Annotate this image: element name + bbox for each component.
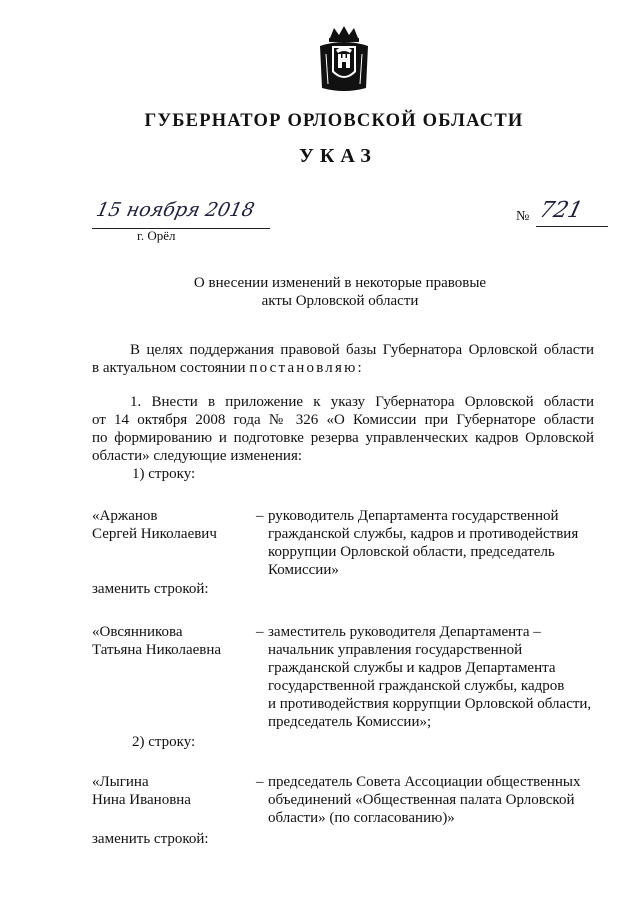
number-label: № xyxy=(516,209,530,224)
document-type-title: УКАЗ xyxy=(299,145,377,167)
handwritten-date: 15 ноября 2018 xyxy=(94,199,257,221)
person-given-names: Нина Ивановна xyxy=(92,792,191,808)
person-surname: «Аржанов xyxy=(92,508,158,524)
replace-with-label: заменить строкой: xyxy=(92,831,209,847)
subject-line: О внесении изменений в некоторые правовые xyxy=(193,275,487,291)
position-line: гражданской службы, кадров и противодействия xyxy=(268,526,579,542)
city-label: г. Орёл xyxy=(137,228,176,243)
person-given-names: Сергей Николаевич xyxy=(92,526,217,542)
position-line: Комиссии» xyxy=(268,562,339,578)
preamble-line: В целях поддержания правовой базы Губернатора Орловской области xyxy=(130,342,594,358)
issuing-authority: ГУБЕРНАТОР ОРЛОВСКОЙ ОБЛАСТИ xyxy=(144,111,524,131)
item-line: области» следующие изменения: xyxy=(92,448,303,464)
entry-dash: – xyxy=(256,774,264,790)
position-line: гражданской службы и кадров Департамента xyxy=(268,660,556,676)
entry-dash: – xyxy=(256,624,264,640)
person-surname: «Овсянникова xyxy=(92,624,183,640)
subject-line: акты Орловской области xyxy=(261,293,419,309)
position-line: коррупции Орловской области, председатель xyxy=(268,544,555,560)
subitem-label: 1) строку: xyxy=(132,466,196,482)
person-surname: «Лыгина xyxy=(92,774,149,790)
position-line: начальник управления государственной xyxy=(268,642,523,658)
position-line: председатель Совета Ассоциации общественных xyxy=(268,774,581,790)
item-line: по формированию и подготовке резерва управленческих кадров Орловской xyxy=(92,430,594,446)
replace-with-label: заменить строкой: xyxy=(92,581,209,597)
preamble-line xyxy=(92,359,364,377)
person-given-names: Татьяна Николаевна xyxy=(92,642,222,658)
position-line: области» (по согласованию)» xyxy=(268,810,455,826)
coat-of-arms-emblem xyxy=(316,24,372,94)
subitem-label: 2) строку: xyxy=(132,734,196,750)
position-line: председатель Комиссии»; xyxy=(268,714,432,730)
position-line: и противодействия коррупции Орловской области, xyxy=(268,696,592,712)
preamble-text: в актуальном состоянии xyxy=(92,360,246,376)
item-line: от 14 октября 2008 года № 326 «О Комиссии при Губернаторе области xyxy=(92,412,594,428)
position-line: руководитель Департамента государственной xyxy=(268,508,559,524)
resolution-word: постановляю: xyxy=(249,360,364,376)
entry-dash: – xyxy=(256,508,264,524)
decree-subject xyxy=(120,274,560,310)
position-line: заместитель руководителя Департамента – xyxy=(268,624,541,640)
item-line: 1. Внести в приложение к указу Губернатора Орловской области xyxy=(130,394,594,410)
position-line: объединений «Общественная палата Орловской xyxy=(268,792,575,808)
position-line: государственной гражданской службы, кадров xyxy=(268,678,565,694)
handwritten-number: 721 xyxy=(536,198,586,223)
